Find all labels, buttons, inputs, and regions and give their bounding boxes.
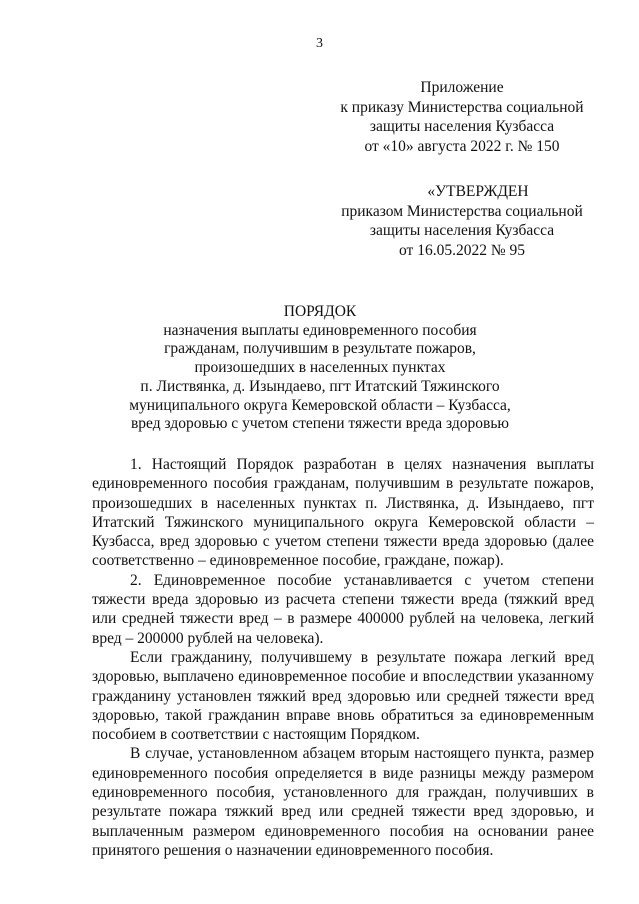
document-subtitle-line: назначения выплаты единовременного пособия xyxy=(163,321,477,339)
document-subtitle-line: гражданам, получившим в результате пожаров, xyxy=(164,340,476,358)
appendix-block xyxy=(330,78,594,156)
approval-date-number: от 16.05.2022 № 95 xyxy=(399,241,525,259)
page-number: 3 xyxy=(316,36,323,51)
appendix-line: защиты населения Кузбасса xyxy=(369,118,555,135)
approval-line: приказом Министерства социальной xyxy=(341,202,583,220)
document-subtitle-line: вред здоровью с учетом степени тяжести вреда здоровью xyxy=(130,415,509,433)
document-subtitle-line: произошедших в населенных пунктах xyxy=(194,359,446,377)
approval-line: защиты населения Кузбасса xyxy=(369,222,555,239)
document-title-block xyxy=(90,303,550,434)
document-title: ПОРЯДОК xyxy=(283,303,357,320)
appendix-line: к приказу Министерства социальной xyxy=(340,98,584,116)
paragraph: 1. Настоящий Порядок разработан в целях назначения выплаты единовременного пособия гражданам, получившим в результате пожаров, произошедших в населенных пунктах п. Листвянка, д. Изындаево, пгт Итатский Тяжинского муниципального округа Кемеровской области – Кузбасса, вред здоровью с учетом степени тяжести вреда здоровью (далее соответственно – единовременное пособие, граждане, пожар). xyxy=(92,456,594,570)
paragraph: Если гражданину, получившему в результате пожара легкий вред здоровью, выплачено единовременное пособие и впоследствии указанному гражданину установлен тяжкий вред здоровью или средней тяжести вред здоровью, такой гражданин вправе вновь обратиться за единовременным пособием в соответствии с настоящим Порядком. xyxy=(92,648,594,744)
document-body xyxy=(92,455,594,860)
document-subtitle-line: п. Листвянка, д. Изындаево, пгт Итатский Тяжинского xyxy=(140,377,500,395)
paragraph: 2. Единовременное пособие устанавливается с учетом степени тяжести вреда здоровью из расчета степени тяжести вреда (тяжкий вред или средней тяжести вред – в размере 400000 рублей на человека, легкий вред – 200000 рублей на человека). xyxy=(92,571,594,647)
approval-block xyxy=(328,182,596,260)
approval-heading: «УТВЕРЖДЕН xyxy=(427,183,529,200)
document-subtitle-line: муниципального округа Кемеровской области – Кузбасса, xyxy=(129,396,511,414)
appendix-heading: Приложение xyxy=(420,79,504,96)
appendix-date-number: от «10» августа 2022 г. № 150 xyxy=(364,137,560,155)
paragraph: В случае, установленном абзацем вторым настоящего пункта, размер единовременного пособия определяется в виде разницы между размером единовременного пособия, установленного для граждан, получивших в результате пожара тяжкий вред или средней тяжести вред здоровью, и выплаченным размером единовременного пособия на основании ранее принятого решения о назначении единовременного пособия. xyxy=(92,745,594,859)
